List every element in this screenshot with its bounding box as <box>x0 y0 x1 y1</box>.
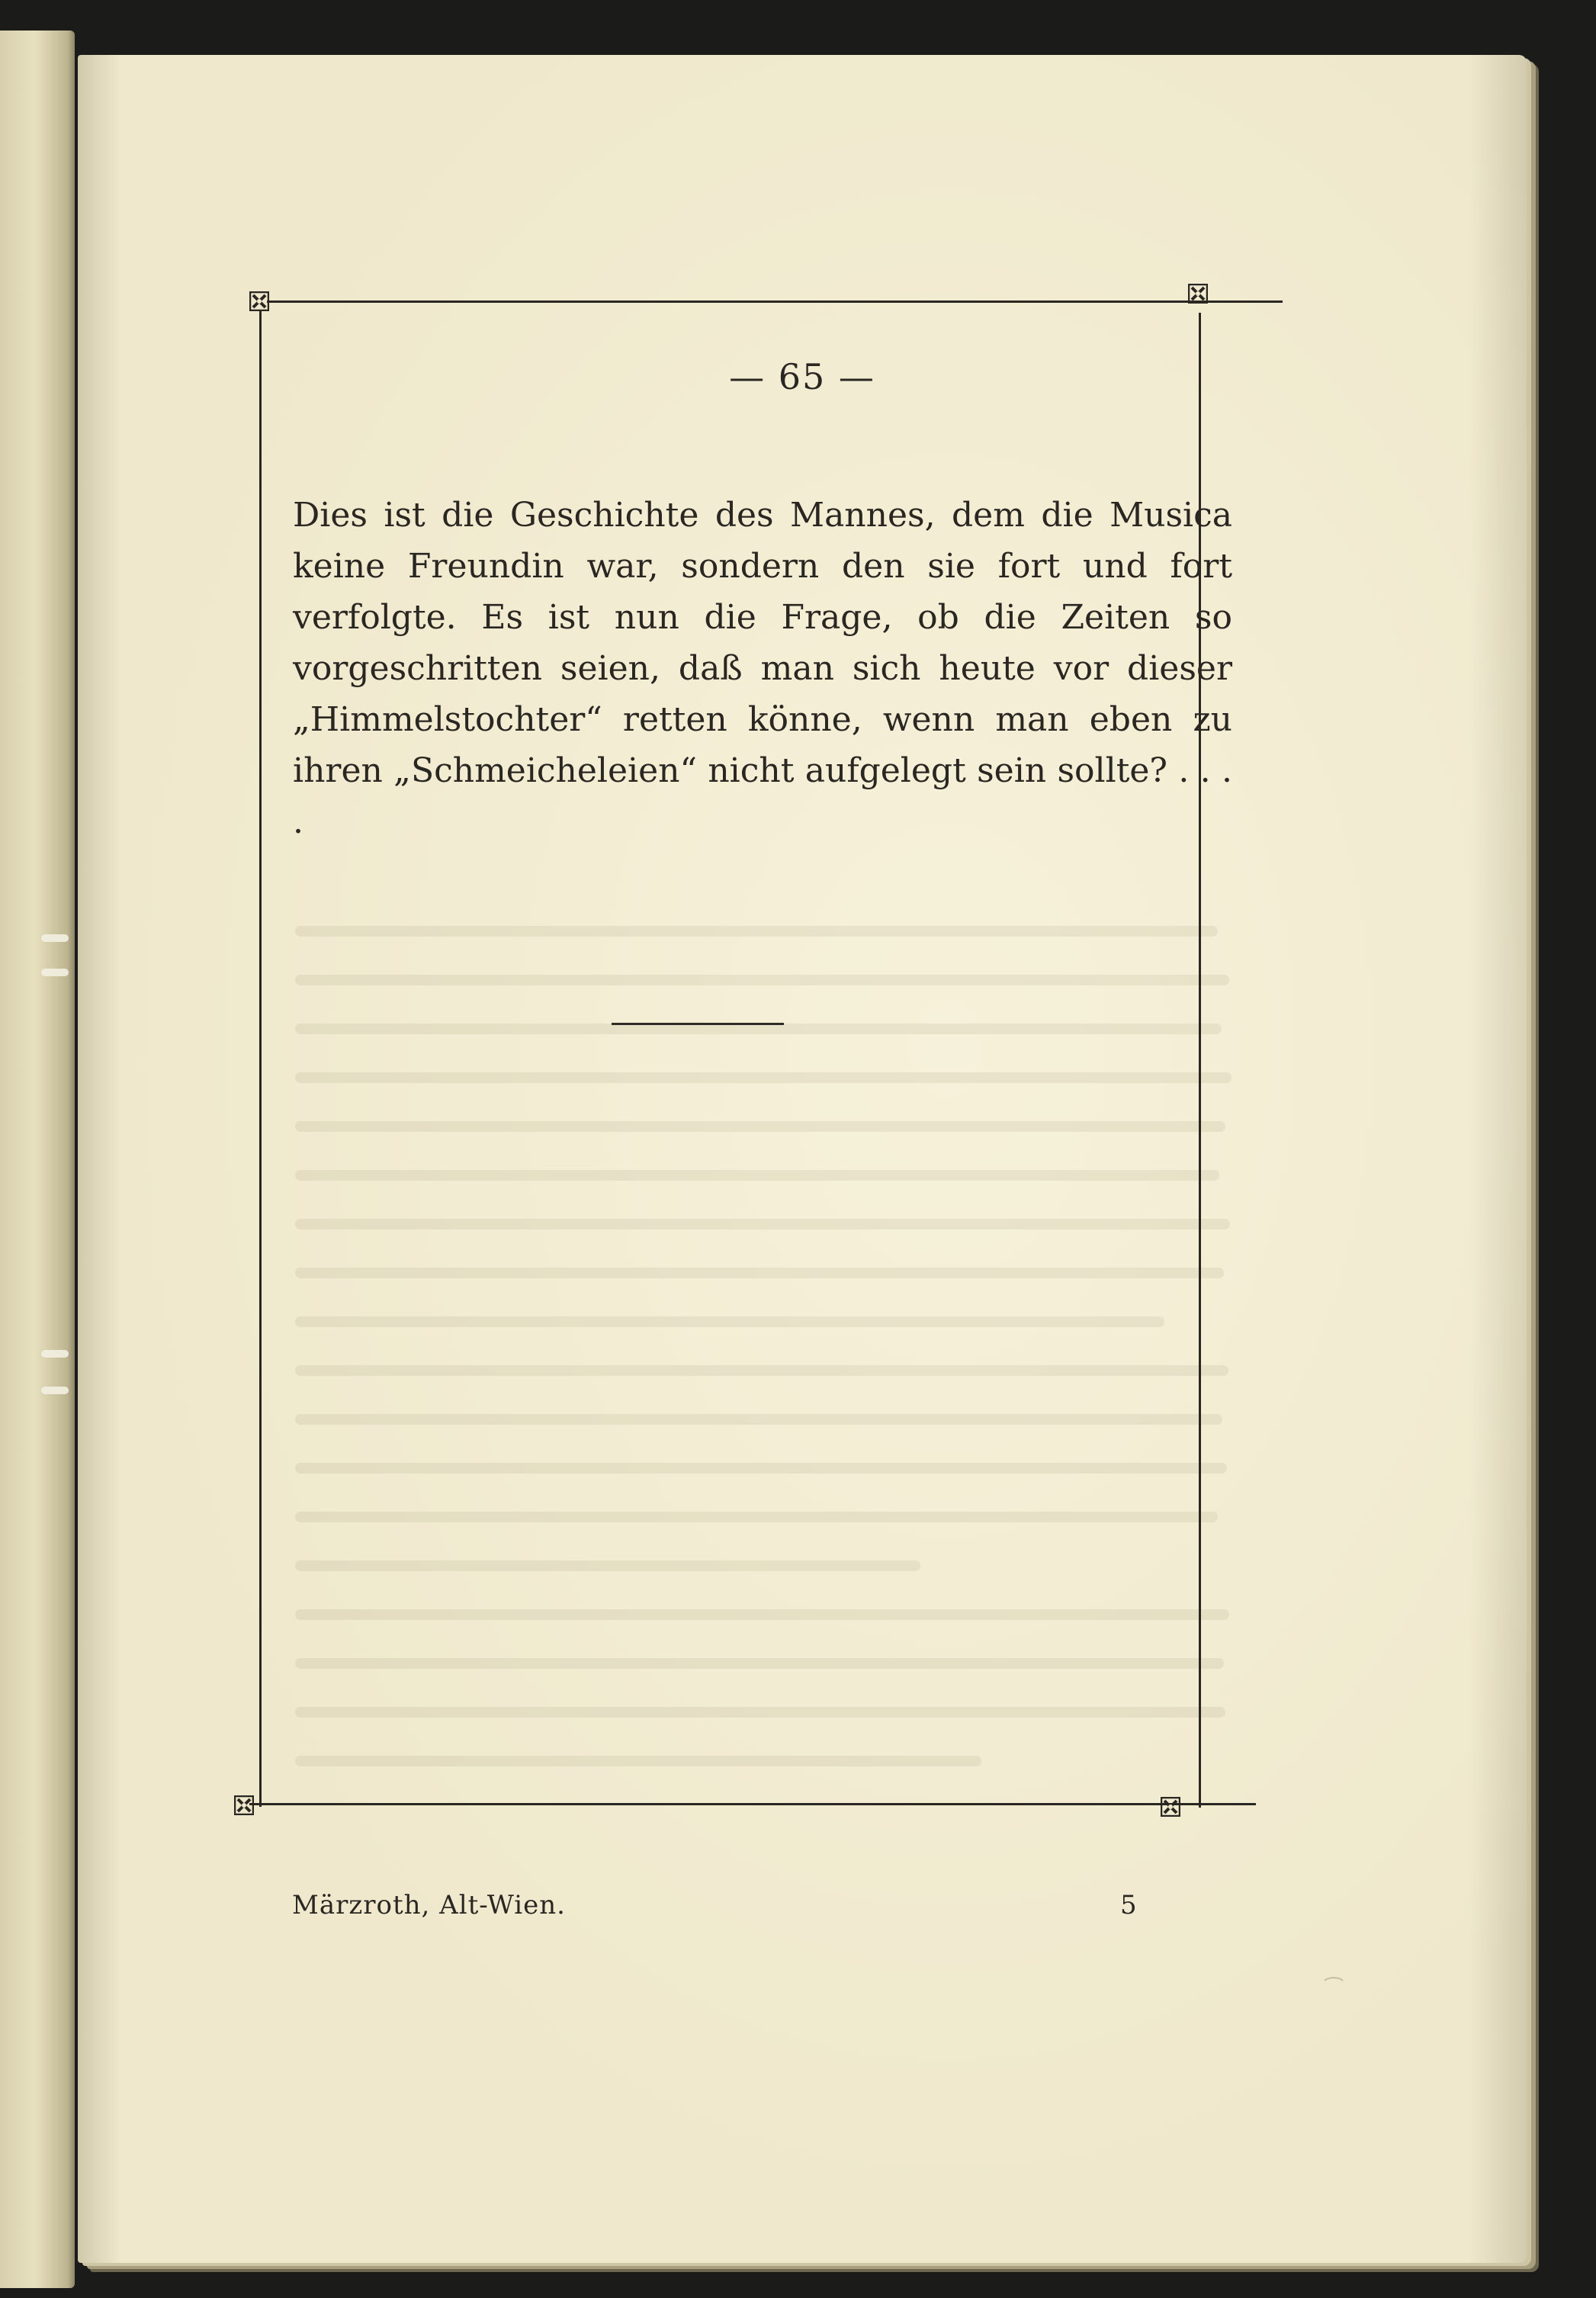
facing-page-edge <box>0 31 75 2288</box>
signature-mark: 5 <box>1120 1890 1137 1920</box>
frame-top-line <box>267 301 1283 303</box>
section-end-rule <box>612 1023 784 1025</box>
cross-ornament-icon-shape <box>234 1795 254 1815</box>
frame-left-line <box>259 310 262 1807</box>
book-page <box>78 55 1527 2263</box>
frame-bottom-line <box>249 1803 1256 1805</box>
show-through-lines <box>295 909 1233 1855</box>
footer-imprint: Märzroth, Alt-Wien. <box>292 1890 566 1920</box>
show-through-texture <box>295 909 1233 1870</box>
body-paragraph: Dies ist die Geschichte des Mannes, dem die Musica keine Freundin war, sondern den sie fort und fort verfolgte. Es ist nun die Frage, ob die Zeiten so vorgeschritten seien, daß man sich heute vor dieser „Himmelstochter“ retten könne, wenn man eben zu ihren „Schmeicheleien“ nicht aufgelegt sein sollte? . . . . <box>293 496 1232 841</box>
cross-ornament-icon <box>1188 284 1208 304</box>
cross-ornament-icon <box>234 1795 254 1815</box>
cross-ornament-icon <box>249 291 269 311</box>
binding-thread <box>41 1387 69 1394</box>
cross-ornament-icon-shape <box>249 291 269 311</box>
paper-stain <box>1321 1977 1347 1995</box>
cross-ornament-icon-shape <box>1161 1797 1180 1817</box>
binding-thread <box>41 1350 69 1358</box>
binding-thread <box>41 934 69 942</box>
cross-ornament-icon-shape <box>1188 284 1208 304</box>
binding-thread <box>41 969 69 976</box>
page-number: — 65 — <box>729 356 875 397</box>
cross-ornament-icon <box>1161 1797 1180 1817</box>
